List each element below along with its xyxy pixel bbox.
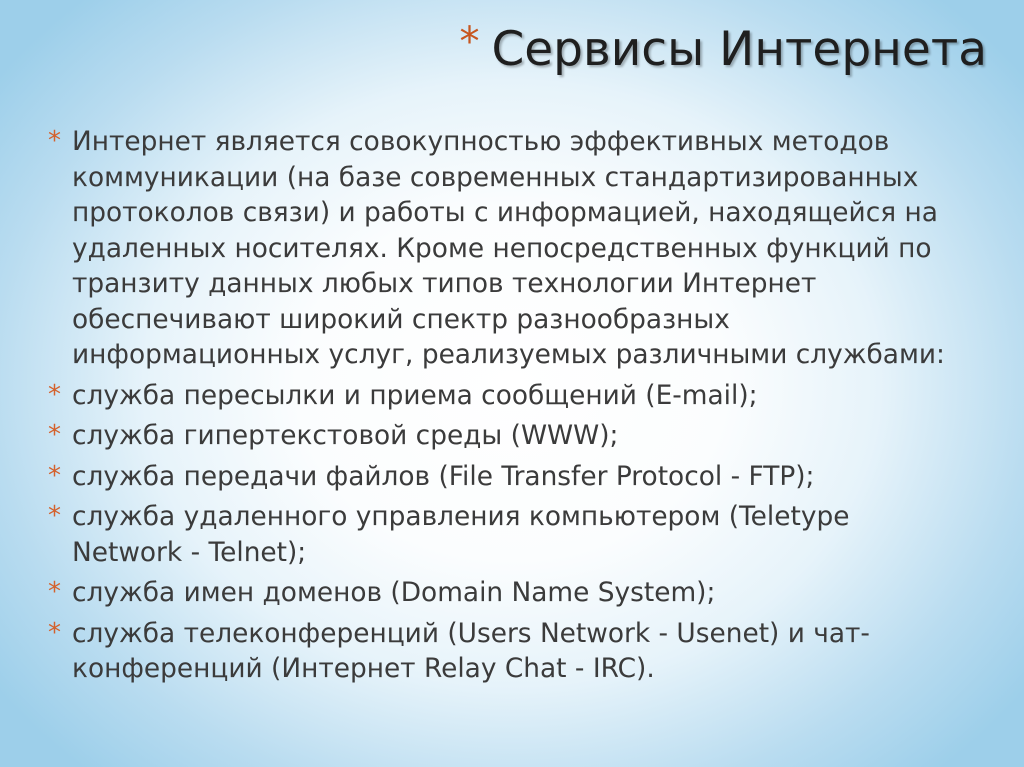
bullet-text: служба телеконференций (Users Network - Usenet) и чат- конференций (Интернет Relay Chat - IRC). <box>72 617 870 684</box>
bullet-item <box>48 418 998 454</box>
bullet-text: служба передачи файлов (File Transfer Protocol - FTP); <box>72 460 815 492</box>
bullet-list <box>48 124 998 687</box>
bullet-text: Интернет является совокупностью эффективных методов коммуникации (на базе современных стандартизированных протоколов связи) и работы с информацией, находящейся на удаленных носителях. Кроме непосредственных функций по транзиту данных любых типов технологии Интернет обеспечивают широкий спектр разнообразных информационных услуг, реализуемых различными службами: <box>72 126 945 370</box>
slide-title <box>459 19 987 78</box>
bullet-item <box>48 124 998 373</box>
bullet-text: служба пересылки и приема сообщений (E-mail); <box>72 379 758 411</box>
bullet-asterisk-icon: * <box>48 617 61 648</box>
slide-title-text: Сервисы Интернета <box>491 22 987 77</box>
bullet-item <box>48 459 998 495</box>
bullet-asterisk-icon: * <box>48 577 61 607</box>
bullet-item <box>48 616 998 687</box>
bullet-asterisk-icon: * <box>48 126 61 156</box>
bullet-text: служба гипертекстовой среды (WWW); <box>72 420 619 451</box>
bullet-asterisk-icon: * <box>48 460 61 491</box>
bullet-text: служба удаленного управления компьютером (Teletype Network - Telnet); <box>72 501 850 568</box>
bullet-asterisk-icon: * <box>48 420 61 450</box>
bullet-item <box>48 499 998 570</box>
bullet-asterisk-icon: * <box>48 379 61 410</box>
bullet-asterisk-icon: * <box>48 501 61 531</box>
bullet-item <box>48 378 998 414</box>
bullet-item <box>48 575 998 611</box>
bullet-text: служба имен доменов (Domain Name System); <box>72 577 716 608</box>
title-asterisk-icon: * <box>459 19 480 65</box>
